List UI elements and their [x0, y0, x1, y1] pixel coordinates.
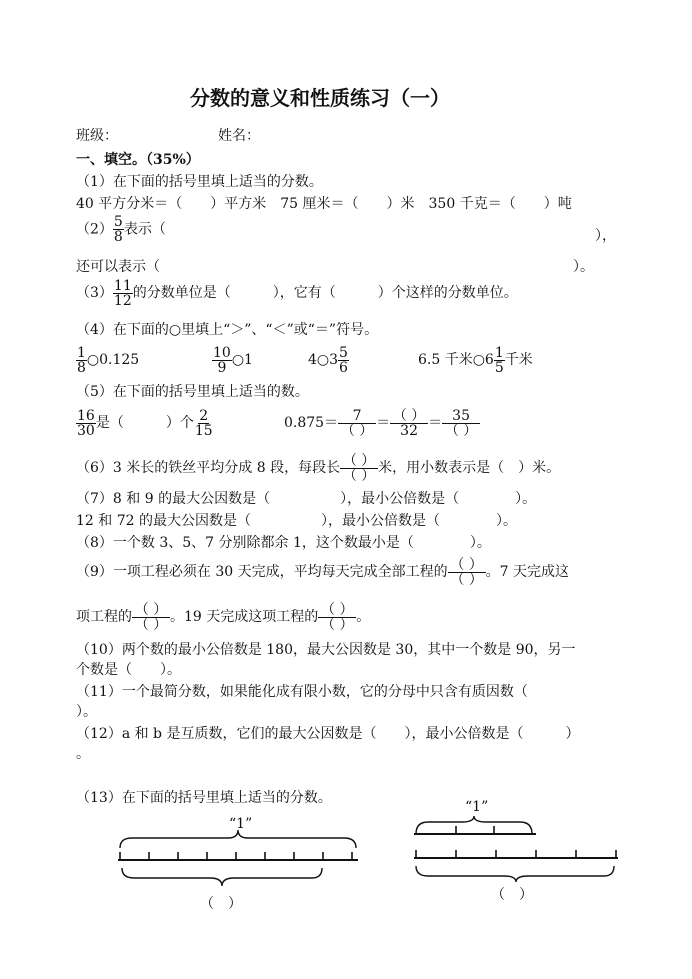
- q2-end: ），: [595, 228, 616, 244]
- q3-num: 11: [113, 277, 132, 294]
- q4-c4-den: 5: [494, 359, 504, 376]
- q3-line: [76, 278, 518, 308]
- q6-fraction: [340, 454, 378, 483]
- q9-num-3: （ ）: [318, 603, 356, 618]
- q5-b1-num: 7: [338, 409, 376, 424]
- q2-mid: 表示（: [123, 221, 166, 238]
- q9-post: 。7 天完成这: [485, 564, 569, 580]
- q4-item-1: [76, 344, 139, 376]
- q11-line1: （11）一个最简分数，如果能化成有限小数，它的分母中只含有质因数（: [76, 684, 528, 700]
- q5-eq-1: ＝: [376, 415, 391, 431]
- q5-b2-den: 32: [400, 422, 418, 439]
- q3-rest: 的分数单位是（ ），它有（ ）个这样的分数单位。: [132, 285, 518, 301]
- q3-den: 12: [113, 292, 132, 309]
- q13-label-one-left: “1”: [229, 816, 253, 832]
- long-ticks: [416, 850, 616, 858]
- q10-line1: （10）两个数的最小公倍数是 180，最大公因数是 30，其中一个数是 90，另一: [76, 642, 576, 658]
- q4-c4-num: 1: [494, 344, 504, 361]
- q9-line1: [76, 554, 569, 590]
- name-label: 姓名：: [218, 128, 260, 144]
- q12-line1: （12）a 和 b 是互质数，它们的最大公因数是（ ），最小公倍数是（ ）: [76, 726, 580, 742]
- section-heading: 一、填空。（35%）: [76, 152, 200, 168]
- q13-blank-left: （ ）: [200, 896, 242, 912]
- q4-c1-num: 1: [77, 344, 86, 361]
- q5-part-b: [284, 405, 480, 441]
- q6-post: 米，用小数表示是（ ）米。: [378, 460, 561, 476]
- q4-c3-pre: 4○3: [308, 352, 339, 368]
- class-label: 班级：: [76, 128, 118, 144]
- q9-den-3: （ ）: [321, 616, 354, 633]
- q4-c3-den: 6: [339, 359, 348, 376]
- q9-l2-end: 。: [356, 609, 371, 625]
- q4-c2-rest: ○1: [231, 352, 253, 368]
- q7-line2: 12 和 72 的最大公因数是（ ），最小公倍数是（ ）。: [76, 513, 517, 529]
- q13-diagram-right: [408, 812, 626, 884]
- q9-den-2: （ ）: [134, 616, 168, 633]
- q5-a2-fraction: [194, 409, 214, 438]
- page-title: 分数的意义和性质练习（一）: [190, 86, 450, 110]
- q9-line2: [76, 599, 370, 635]
- q4-c3-fraction: [338, 346, 349, 375]
- q4-c1-rest: ○0.125: [86, 352, 140, 368]
- q11-line2: ）。: [76, 704, 97, 720]
- q4-c2-den: 9: [217, 359, 227, 376]
- q6-num: （ ）: [340, 454, 378, 469]
- q4-c4-pre: 6.5 千米○6: [418, 352, 494, 368]
- q5-a-fraction: [76, 409, 96, 438]
- q1-line: 40 平方分米＝（ ）平方米 75 厘米＝（ ）米 350 千克＝（ ）吨: [76, 196, 572, 212]
- q7-line1: （7）8 和 9 的最大公因数是（ ），最小公倍数是（ ）。: [76, 491, 537, 507]
- q4-item-2: [212, 344, 253, 376]
- q5-part-a: [76, 405, 214, 441]
- q9-l2-mid: 。19 天完成这项工程的: [170, 609, 319, 625]
- q1-text: （1）在下面的括号里填上适当的分数。: [76, 174, 323, 190]
- q10-line2: 个数是（ ）。: [76, 662, 181, 678]
- q13-text: （13）在下面的括号里填上适当的分数。: [76, 790, 332, 806]
- q6-line: [76, 451, 560, 485]
- q3-prefix: （3）: [76, 285, 113, 301]
- q4-c1-den: 8: [77, 359, 86, 376]
- q2-line: [76, 215, 166, 244]
- q4-c3-num: 5: [339, 344, 348, 361]
- q9-num-2: （ ）: [132, 603, 170, 618]
- q9-pre: （9）一项工程必须在 30 天完成，平均每天完成全部工程的: [76, 564, 448, 580]
- q9-fraction-2: [132, 603, 170, 632]
- q13-blank-right: （ ）: [491, 887, 533, 903]
- q5-b3-num: 35: [442, 409, 480, 424]
- q6-den: （ ）: [342, 467, 376, 484]
- q5-b2-fraction: [390, 409, 428, 438]
- q4-c4-post: 千米: [504, 352, 533, 368]
- q4-text: （4）在下面的○里填上“＞”、“＜”或“＝”符号。: [76, 322, 379, 338]
- q5-text: （5）在下面的括号里填上适当的数。: [76, 384, 309, 400]
- q5-b1-den: （ ）: [340, 422, 374, 439]
- q5-b3-den: （ ）: [444, 422, 478, 439]
- q3-fraction: [113, 279, 133, 308]
- q5-a-den: 30: [77, 422, 95, 439]
- q5-a2-num: 2: [199, 407, 209, 424]
- q6-pre: （6）3 米长的铁丝平均分成 8 段，每段长: [76, 460, 341, 476]
- q8-text: （8）一个数 3、5、7 分别除都余 1，这个数最小是（ ）。: [76, 535, 491, 551]
- q9-num-1: （ ）: [448, 558, 486, 573]
- q2-line2-end: ）。: [573, 259, 594, 275]
- q5-b3-fraction: [442, 409, 480, 438]
- q9-fraction-3: [318, 603, 356, 632]
- q2-num: 5: [113, 214, 123, 230]
- q4-c2-num: 10: [213, 344, 231, 361]
- q2-fraction: [113, 215, 124, 244]
- q2-line2: 还可以表示（: [76, 259, 160, 275]
- q13-label-one-right: “1”: [465, 799, 489, 815]
- q5-eq-2: ＝: [428, 415, 443, 431]
- q5-b-pre: 0.875＝: [284, 415, 339, 431]
- bottom-brace: [416, 866, 614, 882]
- q5-a2-den: 15: [194, 422, 213, 439]
- q5-b1-fraction: [338, 409, 376, 438]
- q9-l2-pre: 项工程的: [76, 609, 132, 625]
- q13-diagram-left: [110, 826, 370, 892]
- q12-line2: 。: [76, 746, 90, 762]
- bottom-brace: [122, 868, 322, 886]
- q9-fraction-1: [448, 558, 486, 587]
- q4-item-4: [418, 344, 533, 376]
- top-brace: [416, 816, 532, 834]
- q4-c2-fraction: [212, 346, 232, 375]
- short-ticks: [456, 826, 494, 834]
- q5-a-num: 16: [77, 407, 95, 424]
- ticks: [120, 852, 352, 860]
- q2-prefix: （2）: [76, 221, 113, 238]
- q4-item-3: [308, 344, 349, 376]
- q5-a-mid: 是（ ）个: [95, 415, 194, 431]
- q9-den-1: （ ）: [450, 571, 483, 588]
- q2-den: 8: [113, 229, 123, 245]
- q5-b2-num: （ ）: [390, 409, 428, 424]
- q4-c1-fraction: [76, 346, 87, 375]
- q4-c4-fraction: [494, 346, 505, 375]
- top-brace: [120, 830, 356, 848]
